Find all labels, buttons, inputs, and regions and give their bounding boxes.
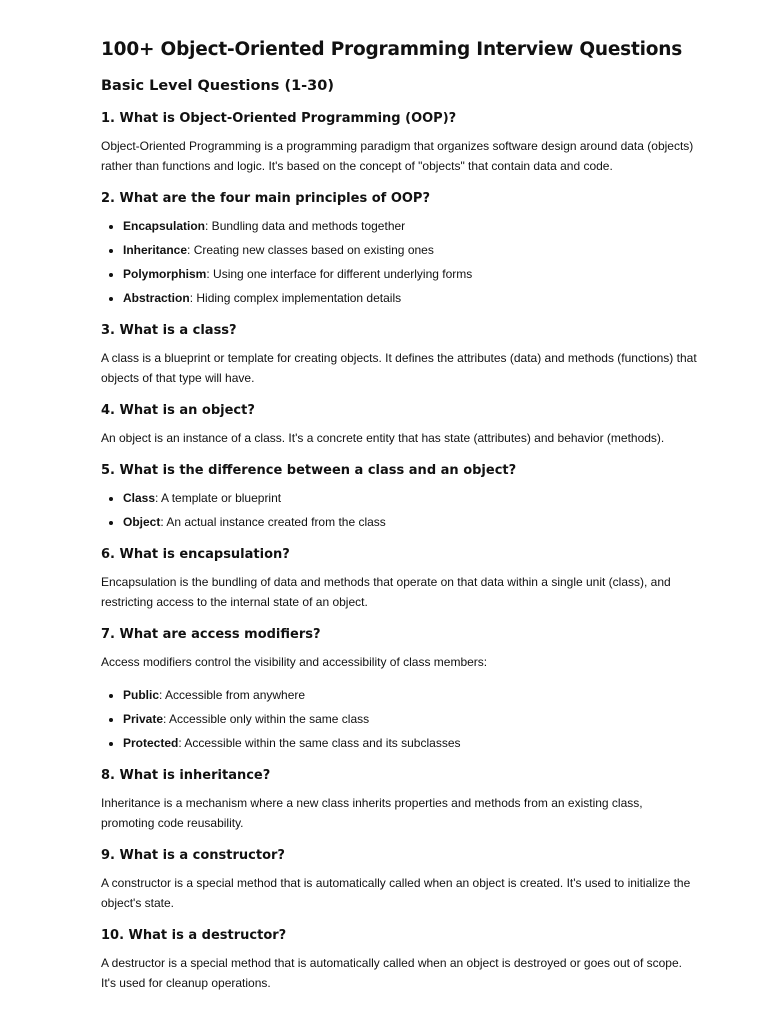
bullet-text: : Accessible from anywhere — [159, 688, 306, 702]
question-3 — [101, 321, 698, 388]
bullet-term: Encapsulation — [123, 219, 206, 233]
list-item — [123, 488, 698, 508]
question-4 — [101, 401, 698, 448]
list-item — [123, 685, 698, 705]
list-item — [123, 709, 698, 729]
bullet-list — [101, 685, 698, 753]
list-item — [123, 264, 698, 284]
list-item — [123, 512, 698, 532]
question-8 — [101, 766, 698, 833]
list-item — [123, 288, 698, 308]
question-answer: A destructor is a special method that is automatically called when an object is destroyed or goes out of scope. It's used for cleanup operations. — [101, 956, 682, 990]
bullet-text: : Hiding complex implementation details — [189, 291, 402, 305]
question-7 — [101, 625, 698, 753]
question-heading: 8. What is inheritance? — [101, 768, 271, 783]
bullet-term: Public — [123, 688, 160, 702]
question-10 — [101, 926, 698, 993]
question-9 — [101, 846, 698, 913]
bullet-text: : Using one interface for different underlying forms — [206, 267, 473, 281]
bullet-text: : A template or blueprint — [155, 491, 282, 505]
question-answer: A constructor is a special method that is automatically called when an object is created. It's used to initialize the object's state. — [101, 876, 691, 910]
question-heading: 9. What is a constructor? — [101, 848, 285, 863]
list-item — [123, 216, 698, 236]
bullet-term: Polymorphism — [123, 267, 207, 281]
bullet-text: : Bundling data and methods together — [205, 219, 406, 233]
question-heading: 10. What is a destructor? — [101, 928, 287, 943]
question-answer: Access modifiers control the visibility and accessibility of class members: — [101, 655, 488, 669]
bullet-term: Protected — [123, 736, 179, 750]
question-heading: 7. What are access modifiers? — [101, 627, 321, 642]
question-answer: An object is an instance of a class. It's a concrete entity that has state (attributes) and behavior (methods). — [101, 431, 665, 445]
question-5 — [101, 461, 698, 532]
bullet-text: : Accessible within the same class and its subclasses — [178, 736, 461, 750]
list-item — [123, 733, 698, 753]
question-heading: 2. What are the four main principles of OOP? — [101, 191, 431, 206]
question-heading: 5. What is the difference between a class and an object? — [101, 463, 517, 478]
question-heading: 1. What is Object-Oriented Programming (OOP)? — [101, 111, 457, 126]
question-1 — [101, 109, 698, 176]
question-answer: Object-Oriented Programming is a programming paradigm that organizes software design around data (objects) rather than functions and logic. It's based on the concept of "objects" that contain data and code. — [101, 139, 694, 173]
question-answer: A class is a blueprint or template for creating objects. It defines the attributes (data) and methods (functions) that objects of that type will have. — [101, 351, 697, 385]
bullet-term: Private — [123, 712, 164, 726]
bullet-list — [101, 216, 698, 308]
bullet-text: : Accessible only within the same class — [163, 712, 370, 726]
list-item — [123, 240, 698, 260]
question-6 — [101, 545, 698, 612]
document-title: 100+ Object-Oriented Programming Interview Questions — [101, 39, 683, 60]
bullet-text: : Creating new classes based on existing ones — [187, 243, 434, 257]
bullet-term: Abstraction — [123, 291, 190, 305]
question-heading: 4. What is an object? — [101, 403, 255, 418]
question-answer: Inheritance is a mechanism where a new class inherits properties and methods from an existing class, promoting code reusability. — [101, 796, 643, 830]
question-2 — [101, 189, 698, 308]
question-heading: 3. What is a class? — [101, 323, 237, 338]
question-heading: 6. What is encapsulation? — [101, 547, 290, 562]
question-answer: Encapsulation is the bundling of data and methods that operate on that data within a single unit (class), and restricting access to the internal state of an object. — [101, 575, 671, 609]
bullet-list — [101, 488, 698, 532]
bullet-term: Object — [123, 515, 161, 529]
bullet-text: : An actual instance created from the class — [160, 515, 386, 529]
section-heading: Basic Level Questions (1-30) — [101, 78, 334, 94]
bullet-term: Class — [123, 491, 156, 505]
bullet-term: Inheritance — [123, 243, 188, 257]
